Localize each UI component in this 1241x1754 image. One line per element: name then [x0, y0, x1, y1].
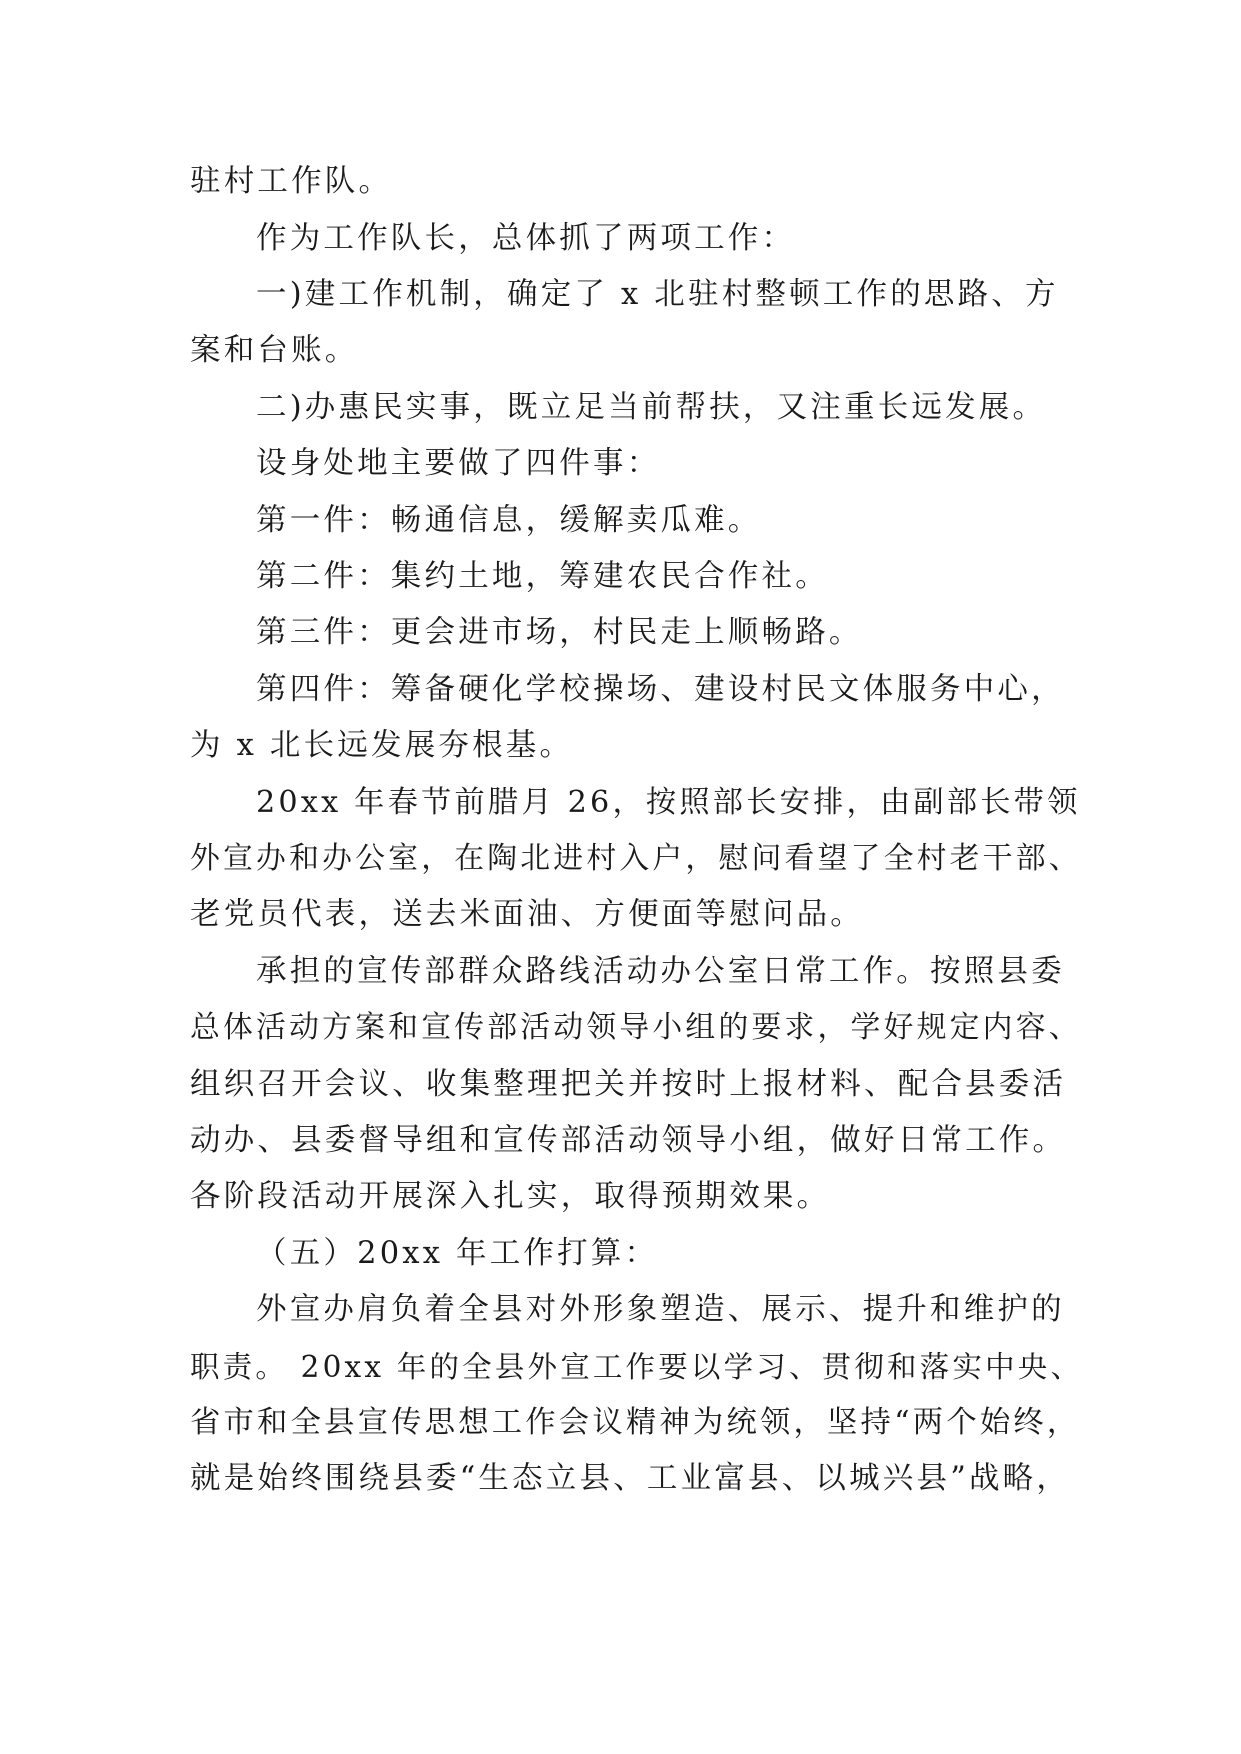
text-line: 老党员代表，送去米面油、方便面等慰问品。 — [190, 897, 864, 932]
text-line: 外宣办肩负着全县对外形象塑造、展示、提升和维护的 — [256, 1292, 1065, 1327]
text-line: 为 x 北长远发展夯根基。 — [190, 728, 574, 763]
text-line: 案和台账。 — [190, 333, 359, 368]
text-line: 外宣办和办公室，在陶北进村入户，慰问看望了全村老干部、 — [190, 841, 1082, 876]
text-line: 职责。 20xx 年的全县外宣工作要以学习、贯彻和落实中央、 — [190, 1350, 1084, 1384]
text-line: 第二件：集约土地，筹建农民合作社。 — [256, 559, 829, 594]
text-line: 总体活动方案和宣传部活动领导小组的要求，学好规定内容、 — [190, 1010, 1082, 1045]
text-line: 20xx 年春节前腊月 26，按照部长安排，由副部长带领 — [256, 785, 1081, 820]
text-line: 作为工作队长，总体抓了两项工作： — [256, 221, 796, 256]
text-line: 一)建工作机制，确定了 x 北驻村整顿工作的思路、方 — [256, 277, 1059, 312]
text-line: 第四件：筹备硬化学校操场、建设村民文体服务中心， — [256, 672, 1065, 707]
text-line: 承担的宣传部群众路线活动办公室日常工作。按照县委 — [256, 954, 1065, 989]
text-line: 动办、县委督导组和宣传部活动领导小组，做好日常工作。 — [190, 1123, 1067, 1158]
text-line: 设身处地主要做了四件事： — [256, 446, 661, 481]
text-line: 就是始终围绕县委“生态立县、工业富县、以城兴县”战略， — [190, 1461, 1071, 1496]
text-line: 第一件：畅通信息，缓解卖瓜难。 — [256, 503, 762, 538]
text-line: 驻村工作队。 — [190, 164, 393, 199]
text-line: 各阶段活动开展深入扎实，取得预期效果。 — [190, 1179, 831, 1214]
text-line: 组织召开会议、收集整理把关并按时上报材料、配合县委活 — [190, 1067, 1067, 1102]
text-line: 二)办惠民实事，既立足当前帮扶，又注重长远发展。 — [256, 390, 1047, 425]
text-line: 省市和全县宣传思想工作会议精神为统领，坚持“两个始终， — [190, 1405, 1081, 1440]
text-line: （五）20xx 年工作打算： — [256, 1236, 659, 1271]
text-line: 第三件：更会进市场，村民走上顺畅路。 — [256, 615, 863, 650]
